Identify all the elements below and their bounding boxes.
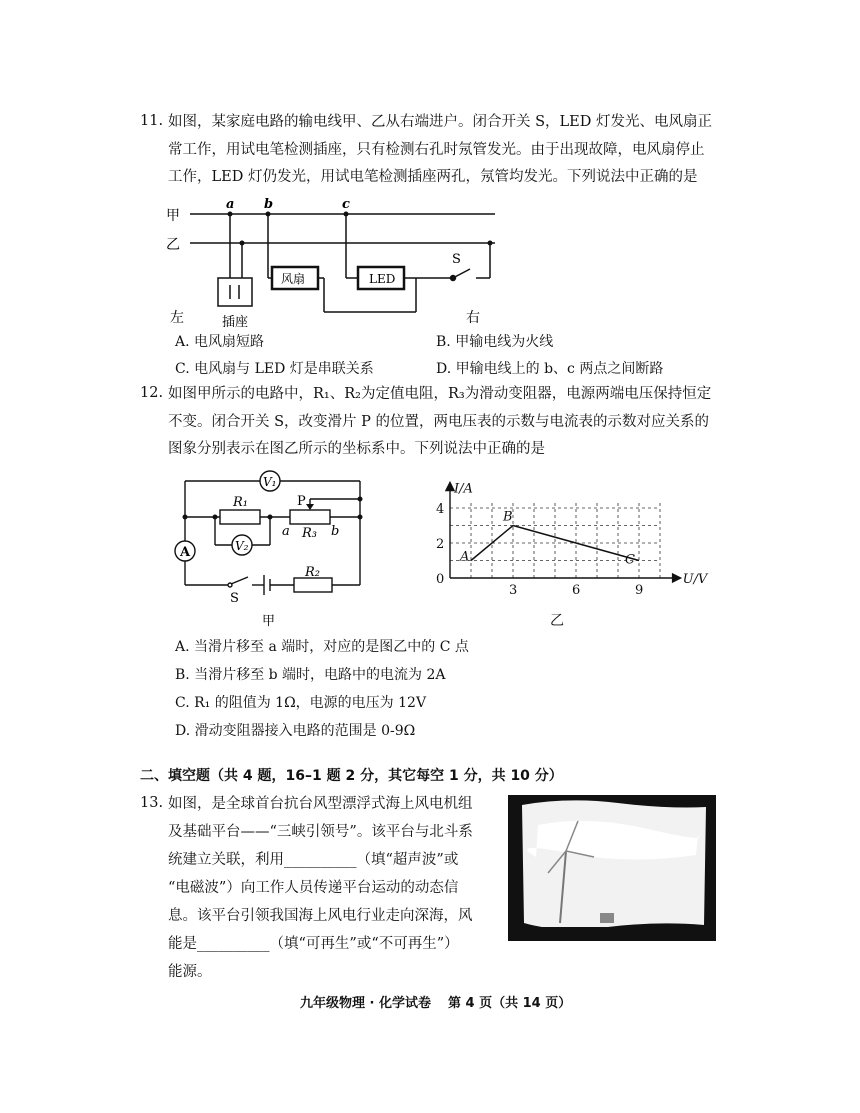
question-12-option-a: A. 当滑片移至 a 端时，对应的是图乙中的 C 点 xyxy=(175,639,469,655)
question-11-option-d: D. 甲输电线上的 b、c 两点之间断路 xyxy=(436,361,664,377)
point-a-label: a xyxy=(226,197,235,212)
slider-end-a-label: a xyxy=(282,524,290,539)
point-label-a: A xyxy=(460,549,470,565)
question-13-line-1: 如图，是全球首台抗台风型漂浮式海上风电机组 xyxy=(168,796,473,812)
x-tick-label: 9 xyxy=(635,583,644,598)
question-11-number: 11. xyxy=(140,113,164,129)
slider-end-b-label: b xyxy=(331,524,340,539)
footer-page-number: 第 4 页（共 14 页） xyxy=(448,996,572,1011)
fan-label: 风扇 xyxy=(281,272,306,286)
question-12-number: 12. xyxy=(140,385,164,401)
x-axis-label: U/V xyxy=(682,572,708,587)
question-13-line-5: 息。该平台引领我国海上风电行业走向深海，风 xyxy=(168,908,473,924)
question-12-line-3: 图象分别表示在图乙所示的坐标系中。下列说法中正确的是 xyxy=(168,441,545,457)
point-label-c: C xyxy=(625,552,635,568)
section-2-heading: 二、填空题（共 4 题，16–1 题 2 分，其它每空 1 分，共 10 分） xyxy=(140,768,563,784)
led-label: LED xyxy=(369,272,396,286)
right-label: 右 xyxy=(466,310,480,326)
q12-circuit-diagram xyxy=(170,465,380,630)
ammeter-label: A xyxy=(180,545,191,560)
question-11-option-a: A. 电风扇短路 xyxy=(175,334,265,350)
switch-s-label: S xyxy=(452,252,461,267)
question-12-option-d: D. 滑动变阻器接入电路的范围是 0-9Ω xyxy=(175,723,416,739)
footer-subject: 九年级物理 · 化学试卷 xyxy=(300,996,431,1011)
question-11-line-2: 常工作，用试电笔检测插座，只有检测右孔时氖管发光。由于出现故障，电风扇停止 xyxy=(168,142,705,158)
wind-turbine-photo xyxy=(508,795,716,941)
point-label-b: B xyxy=(503,509,513,525)
x-tick-label: 3 xyxy=(509,583,518,598)
origin-label: 0 xyxy=(436,572,445,587)
socket-label: 插座 xyxy=(222,315,249,330)
voltmeter-v1-label: V₁ xyxy=(263,475,277,489)
y-tick-label: 2 xyxy=(436,537,445,552)
circuit-caption-jia: 甲 xyxy=(262,614,276,629)
point-c-label: c xyxy=(342,197,350,212)
question-13-line-4: “电磁波”）向工作人员传递平台运动的动态信 xyxy=(168,880,459,896)
voltmeter-v2-label: V₂ xyxy=(235,539,249,553)
graph-text xyxy=(436,482,709,599)
iu-graph xyxy=(420,470,708,630)
switch-s-label-q12: S xyxy=(230,591,239,606)
slider-p-label: P xyxy=(297,494,306,509)
left-label: 左 xyxy=(170,310,184,326)
question-13-line-3: 统建立关联，利用__________（填“超声波”或 xyxy=(168,852,459,868)
point-b-label: b xyxy=(264,197,274,212)
r2-label: R₂ xyxy=(305,565,320,580)
question-11-option-c: C. 电风扇与 LED 灯是串联关系 xyxy=(175,361,374,377)
r3-label: R₃ xyxy=(302,526,317,541)
question-11-line-1: 如图，某家庭电路的输电线甲、乙从右端进户。闭合开关 S，LED 灯发光、电风扇正 xyxy=(168,114,712,130)
question-11-line-3: 工作，LED 灯仍发光，用试电笔检测插座两孔，氖管均发光。下列说法中正确的是 xyxy=(168,169,698,185)
y-axis-label: I/A xyxy=(454,481,473,497)
question-13-line-7: 能源。 xyxy=(168,964,212,980)
question-12-option-c: C. R₁ 的阻值为 1Ω，电源的电压为 12V xyxy=(175,695,427,711)
wire-jia-label: 甲 xyxy=(166,208,180,224)
r1-label: R₁ xyxy=(233,495,248,510)
graph-axes xyxy=(446,483,681,583)
y-axis-arrow xyxy=(446,483,454,491)
question-11-option-b: B. 甲输电线为火线 xyxy=(436,334,554,350)
question-12-line-1: 如图甲所示的电路中，R₁、R₂为定值电阻，R₃为滑动变阻器，电源两端电压保持恒定 xyxy=(168,386,712,402)
y-tick-label: 4 xyxy=(436,502,445,517)
graph-caption-yi: 乙 xyxy=(550,613,564,629)
question-12-option-b: B. 当滑片移至 b 端时，电路中的电流为 2A xyxy=(175,667,446,683)
wire-yi-label: 乙 xyxy=(166,237,180,253)
x-tick-label: 6 xyxy=(572,583,581,598)
x-axis-arrow xyxy=(673,574,681,582)
question-13-number: 13. xyxy=(140,795,164,811)
question-12-line-2: 不变。闭合开关 S，改变滑片 P 的位置，两电压表的示数与电流表的示数对应关系的 xyxy=(168,414,710,430)
question-13-line-6: 能是__________（填“可再生”或“不可再生”） xyxy=(168,936,459,952)
household-circuit-diagram xyxy=(160,190,520,330)
question-13-line-2: 及基础平台——“三峡引领号”。该平台与北斗系 xyxy=(168,824,473,840)
